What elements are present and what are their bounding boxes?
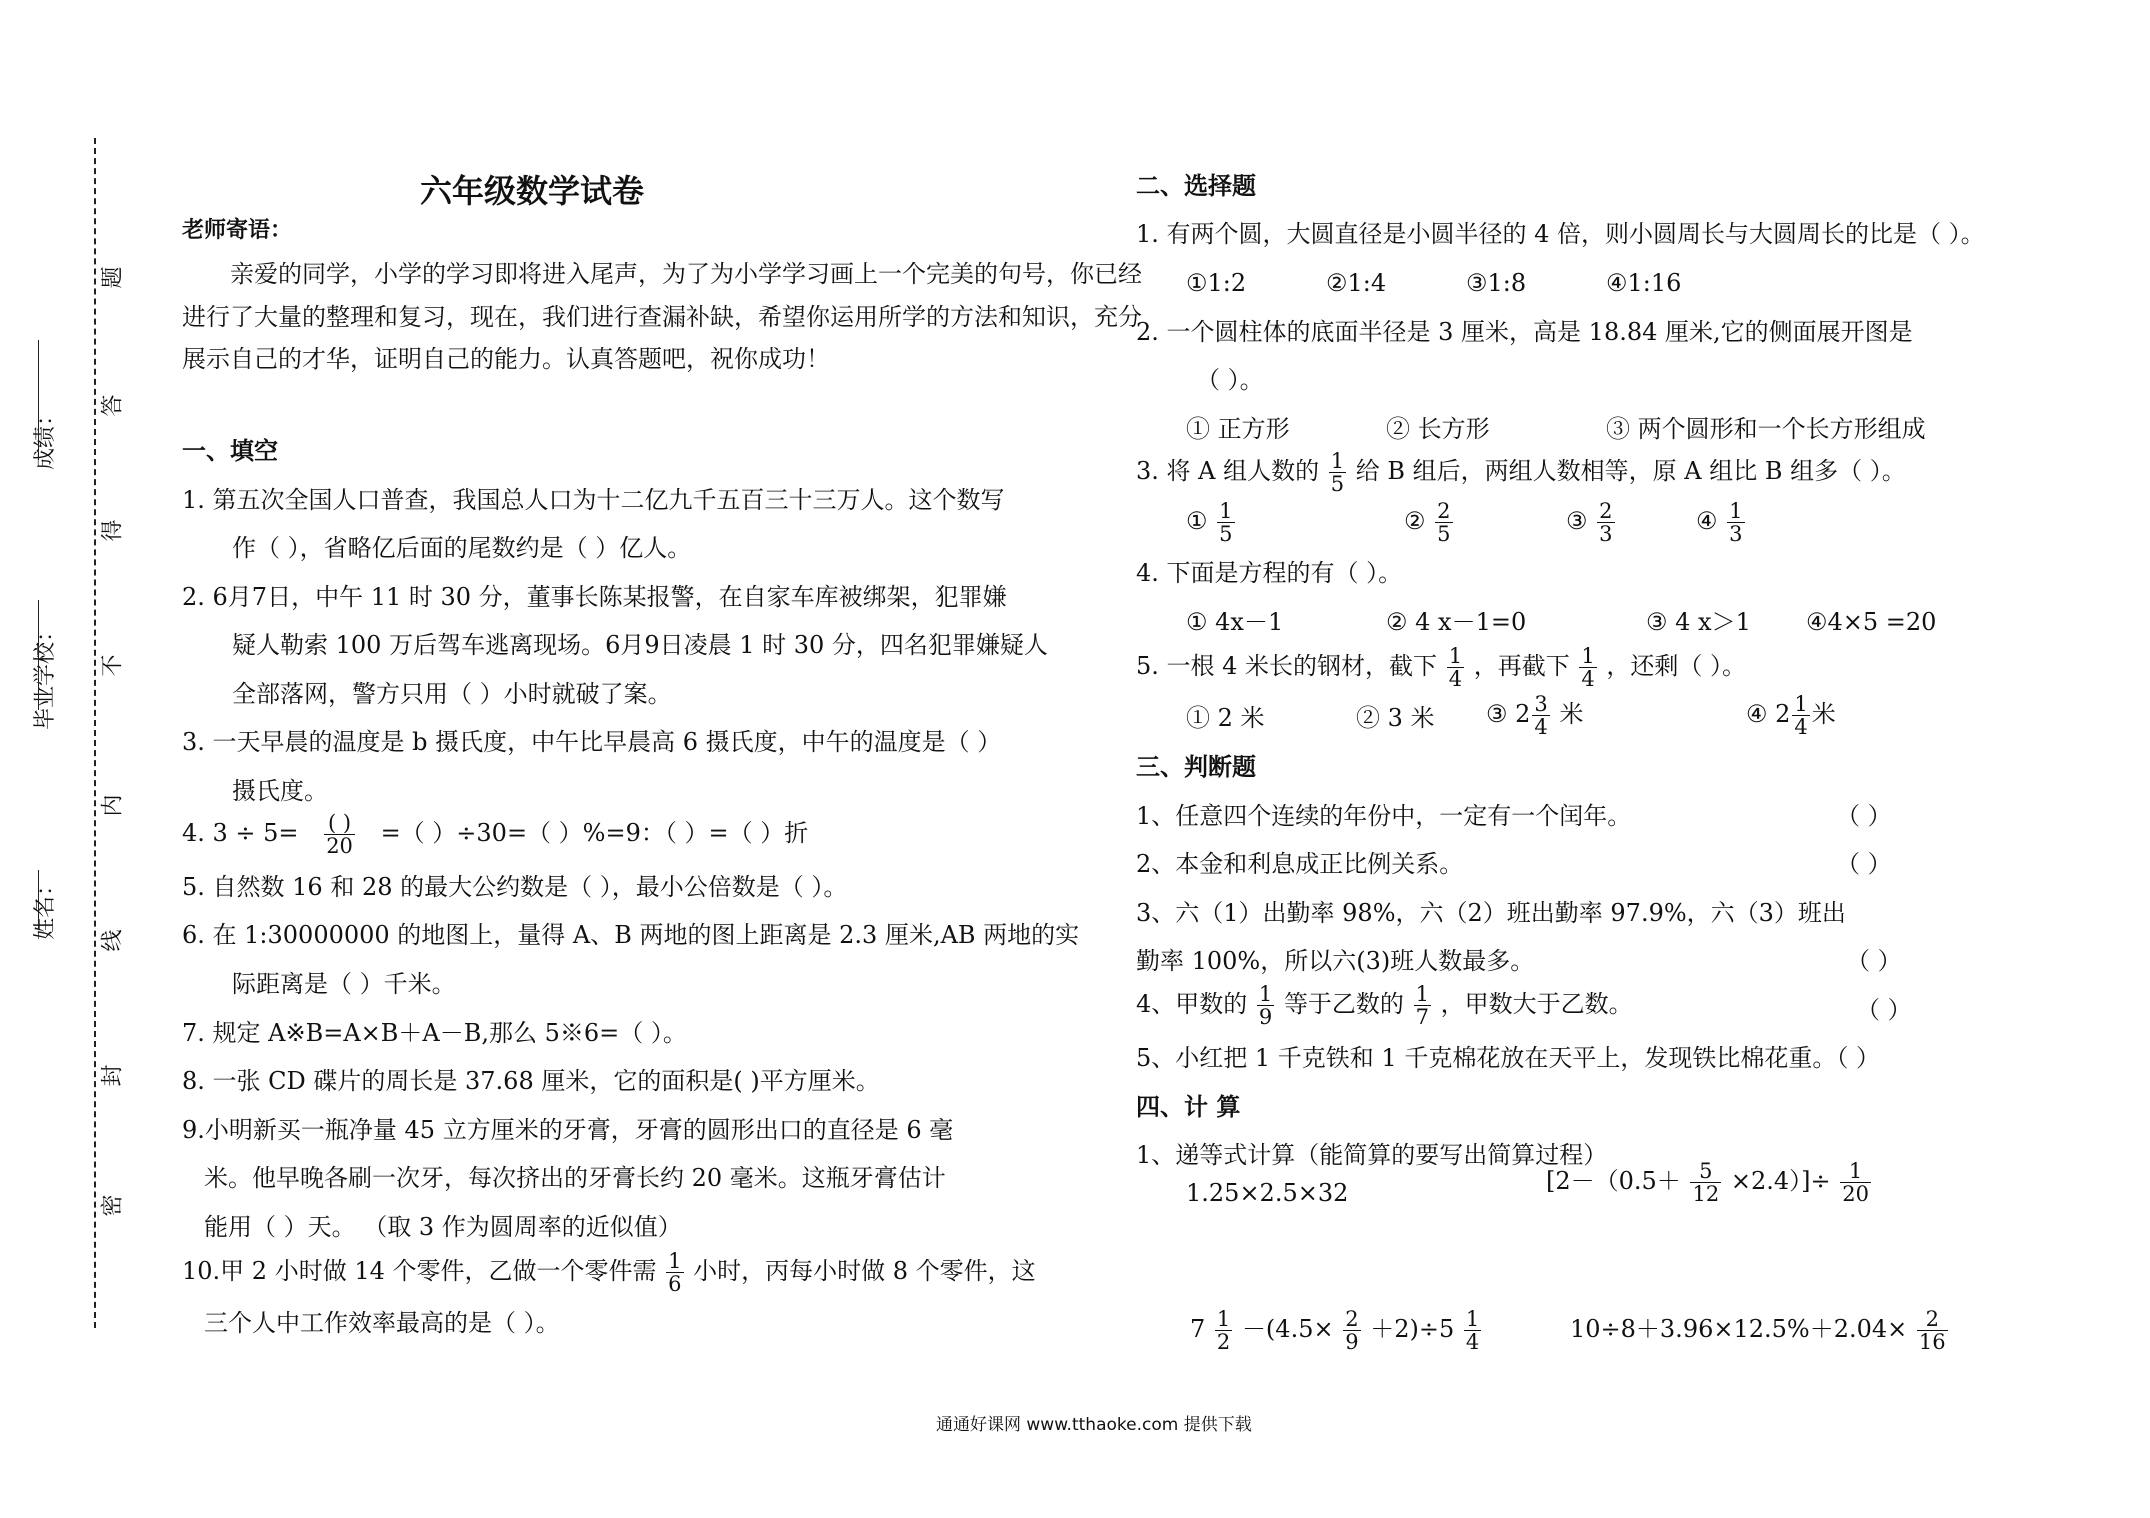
section-heading: 二、选择题 (1136, 172, 1256, 200)
option: ①1:2 (1186, 269, 1247, 297)
teacher-line: 亲爱的同学，小学的学习即将进入尾声，为了为小学学习画上一个完美的句号，你已经 (230, 260, 1142, 288)
fraction-denominator: 20 (326, 834, 353, 858)
fraction (1579, 645, 1596, 690)
answer-bracket: （ ） (1846, 947, 1902, 975)
option (1696, 500, 1747, 545)
question-text: 际距离是（ ）千米。 (232, 970, 456, 998)
fraction-denominator: 5 (1437, 522, 1451, 546)
fraction (1257, 983, 1274, 1028)
binding-dashed-line (94, 138, 96, 1328)
question-text: ，再截下 (1473, 652, 1570, 680)
question-text: 2. 6月7日，中午 11 时 30 分，董事长陈某报警，在自家车库被绑架，犯罪嫌 (182, 583, 1007, 611)
fraction-numerator: 3 (1534, 692, 1548, 716)
option: ④4×5 =20 (1806, 608, 1937, 636)
option (1486, 693, 1583, 738)
sub-heading: 1、递等式计算（能简算的要写出简算过程） (1136, 1141, 1608, 1169)
question-text: 小时，丙每小时做 8 个零件，这 (693, 1257, 1036, 1285)
answer-bracket: （ ） (1836, 802, 1892, 830)
fraction (1215, 1308, 1232, 1353)
option-label: ① (1186, 507, 1208, 535)
fraction-numerator: 2 (1917, 1308, 1948, 1331)
fraction (1792, 693, 1809, 738)
option: ③ 两个圆形和一个长方形组成 (1606, 415, 1926, 443)
option-label: ③ (1566, 507, 1588, 535)
binding-notice-char: 内 (100, 794, 126, 817)
fraction-denominator: 20 (1842, 1182, 1869, 1206)
fraction (1840, 1160, 1871, 1205)
option: ① 正方形 (1186, 415, 1290, 443)
question-text: ，还剩（ ）。 (1606, 652, 1747, 680)
expression-text: [2－（0.5＋ (1546, 1167, 1681, 1195)
fraction (1727, 500, 1744, 545)
fraction-denominator: 3 (1729, 522, 1743, 546)
binding-notice-char: 线 (100, 929, 126, 952)
question-text: 6. 在 1:30000000 的地图上，量得 A、B 两地的图上距离是 2.3 厘米,AB 两地的实 (182, 921, 1080, 949)
question-text: 米。他早晚各刷一次牙，每次挤出的牙膏长约 20 毫米。这瓶牙膏估计 (204, 1164, 946, 1192)
fraction-numerator: 1 (1448, 644, 1463, 668)
option: ③ 4 x＞1 (1646, 608, 1751, 636)
question-text: 三个人中工作效率最高的是（ ）。 (204, 1309, 560, 1337)
option: ②1:4 (1326, 269, 1387, 297)
question-text: 1. 第五次全国人口普查，我国总人口为十二亿九千五百三十三万人。这个数写 (182, 486, 1005, 514)
expression-text: ×2.4）]÷ (1730, 1167, 1831, 1195)
question-text: 给 B 组后，两组人数相等，原 A 组比 B 组多（ ）。 (1355, 457, 1906, 485)
fraction-numerator: 1 (1330, 449, 1345, 473)
fraction-numerator: 2 (1437, 499, 1451, 523)
fraction (1217, 500, 1234, 545)
option-label: ③ 2 (1486, 700, 1531, 728)
fraction-denominator: 9 (1345, 1330, 1359, 1354)
name-field-label: 姓名： (33, 873, 58, 940)
teacher-label: 老师寄语： (182, 218, 293, 243)
fraction-numerator: 1 (668, 1249, 682, 1273)
fraction-numerator: 1 (1258, 982, 1273, 1006)
binding-notice-char: 题 (100, 266, 126, 289)
judge-item-text: 1、任意四个连续的年份中，一定有一个闰年。 (1136, 802, 1632, 830)
answer-bracket: （ ） (1836, 850, 1892, 878)
binding-notice-char: 封 (100, 1064, 126, 1087)
option (1404, 500, 1455, 545)
option (1186, 500, 1237, 545)
option-unit: 米 (1559, 700, 1584, 728)
question-text: 4. 下面是方程的有（ ）。 (1136, 559, 1403, 587)
question-5 (1136, 645, 1746, 690)
fraction-denominator: 16 (1918, 1330, 1946, 1354)
answer-bracket: （ ） (1856, 996, 1912, 1024)
fraction-denominator: 12 (1692, 1182, 1720, 1206)
question-4 (182, 812, 808, 857)
question-text: 摄氏度。 (232, 777, 328, 805)
fraction (1532, 693, 1549, 738)
judge-item-text: 3、六（1）出勤率 98%，六（2）班出勤率 97.9%，六（3）班出 (1136, 899, 1846, 927)
question-3 (1136, 450, 1906, 495)
question-10 (182, 1250, 1036, 1295)
question-text: 5. 自然数 16 和 28 的最大公约数是（ ），最小公倍数是（ ）。 (182, 873, 848, 901)
question-text: 能用（ ）天。 （取 3 作为圆周率的近似值） (204, 1213, 682, 1241)
fraction (666, 1250, 683, 1295)
binding-notice-char: 不 (100, 654, 126, 677)
fraction-denominator: 4 (1534, 715, 1548, 739)
fraction (1464, 1308, 1481, 1353)
fraction-numerator: 1 (1581, 644, 1595, 668)
question-text: 7. 规定 A※B=A×B＋A－B,那么 5※6=（ ）。 (182, 1019, 687, 1047)
section-heading: 三、判断题 (1136, 753, 1256, 781)
option: ① 2 米 (1186, 704, 1265, 732)
question-text: 3. 将 A 组人数的 (1136, 457, 1320, 485)
fraction-numerator: 1 (1216, 1307, 1231, 1331)
fraction (1343, 1308, 1360, 1353)
expression-text: －(4.5× (1241, 1315, 1334, 1343)
judge-item-text: 4、甲数的 (1136, 990, 1248, 1018)
fraction (1597, 500, 1614, 545)
fraction (1329, 450, 1346, 495)
footer-credit: 通通好课网 www.tthaoke.com 提供下载 (936, 1415, 1252, 1435)
school-field-line (38, 600, 39, 710)
binding-notice-char: 答 (100, 394, 126, 417)
option: ② 4 x－1=0 (1386, 608, 1527, 636)
option: ③1:8 (1466, 269, 1527, 297)
judge-item-text: 2、本金和利息成正比例关系。 (1136, 850, 1464, 878)
fraction-numerator: 1 (1794, 692, 1808, 716)
question-text: 5. 一根 4 米长的钢材，截下 (1136, 652, 1438, 680)
question-text: 4. 3 ÷ 5= (182, 819, 299, 847)
option (1566, 500, 1617, 545)
fraction-denominator: 9 (1258, 1005, 1273, 1029)
section-heading: 四、计 算 (1136, 1093, 1241, 1121)
page-title: 六年级数学试卷 (420, 172, 645, 210)
binding-notice-char: 密 (100, 1194, 126, 1217)
question-text: 10.甲 2 小时做 14 个零件，乙做一个零件需 (182, 1257, 657, 1285)
fraction-denominator: 4 (1581, 667, 1595, 691)
fraction-numerator: 1 (1465, 1307, 1480, 1331)
section-heading: 一、填空 (182, 437, 278, 465)
fraction (1414, 983, 1431, 1028)
fraction-numerator: 1 (1219, 499, 1233, 523)
fraction-denominator: 4 (1448, 667, 1463, 691)
option (1746, 693, 1836, 738)
expression (1570, 1308, 1950, 1353)
judge-item-text: 等于乙数的 (1283, 990, 1404, 1018)
fraction (324, 812, 355, 857)
expression: 1.25×2.5×32 (1186, 1179, 1349, 1207)
expression-text: ＋2)÷5 (1370, 1315, 1455, 1343)
fraction-denominator: 3 (1599, 522, 1613, 546)
judge-item-text: ，甲数大于乙数。 (1440, 990, 1633, 1018)
fraction-numerator: ( ) (324, 812, 355, 835)
fraction (1447, 645, 1464, 690)
fraction-numerator: 1 (1729, 499, 1743, 523)
fraction-numerator: 5 (1690, 1160, 1721, 1183)
score-field-line (38, 340, 39, 460)
fraction (1690, 1160, 1721, 1205)
question-text: 疑人勒索 100 万后驾车逃离现场。6月9日凌晨 1 时 30 分，四名犯罪嫌疑人 (232, 631, 1048, 659)
expression (1546, 1160, 1873, 1205)
fraction-denominator: 5 (1219, 522, 1233, 546)
option-unit: 米 (1811, 700, 1836, 728)
judge-item-4 (1136, 983, 1633, 1028)
judge-item-text: 勤率 100%，所以六(3)班人数最多。 (1136, 947, 1535, 975)
binding-notice-char: 得 (100, 519, 126, 542)
question-text: 全部落网，警方只用（ ）小时就破了案。 (232, 680, 672, 708)
fraction-denominator: 6 (668, 1272, 682, 1296)
question-text: 8. 一张 CD 碟片的周长是 37.68 厘米，它的面积是( )平方厘米。 (182, 1067, 880, 1095)
teacher-line: 展示自己的才华，证明自己的能力。认真答题吧，祝你成功！ (182, 345, 830, 373)
question-text: 2. 一个圆柱体的底面半径是 3 厘米，高是 18.84 厘米,它的侧面展开图是 (1136, 318, 1913, 346)
question-text: 3. 一天早晨的温度是 b 摄氏度，中午比早晨高 6 摄氏度，中午的温度是（ ） (182, 728, 1002, 756)
option-label: ② (1404, 507, 1426, 535)
fraction-numerator: 2 (1599, 499, 1613, 523)
option-label: ④ 2 (1746, 700, 1791, 728)
fraction-numerator: 1 (1840, 1160, 1871, 1183)
fraction-numerator: 1 (1415, 982, 1429, 1006)
school-field-label: 毕业学校： (33, 619, 58, 730)
option: ② 3 米 (1356, 704, 1435, 732)
fraction-denominator: 4 (1794, 715, 1808, 739)
fraction (1435, 500, 1452, 545)
option: ① 4x－1 (1186, 608, 1284, 636)
fraction-numerator: 2 (1345, 1307, 1359, 1331)
question-text: =（ ）÷30=（ ）%=9：（ ）=（ ）折 (380, 819, 809, 847)
expression (1190, 1308, 1483, 1353)
teacher-line: 进行了大量的整理和复习，现在，我们进行查漏补缺，希望你运用所学的方法和知识，充分 (182, 303, 1142, 331)
question-text: （ ）。 (1196, 366, 1264, 394)
option: ② 长方形 (1386, 415, 1490, 443)
judge-item-text: 5、小红把 1 千克铁和 1 千克棉花放在天平上，发现铁比棉花重。（ ） (1136, 1044, 1880, 1072)
question-text: 9.小明新买一瓶净量 45 立方厘米的牙膏，牙膏的圆形出口的直径是 6 毫 (182, 1116, 954, 1144)
option-label: ④ (1696, 507, 1718, 535)
question-text: 作（ ），省略亿后面的尾数约是（ ）亿人。 (232, 534, 692, 562)
expression-text: 10÷8＋3.96×12.5%＋2.04× (1570, 1315, 1908, 1343)
fraction (1917, 1308, 1948, 1353)
name-field-line (38, 870, 39, 930)
fraction-denominator: 7 (1415, 1005, 1429, 1029)
score-field-label: 成绩： (33, 403, 58, 470)
question-text: 1. 有两个圆，大圆直径是小圆半径的 4 倍，则小圆周长与大圆周长的比是（ ）。 (1136, 220, 1985, 248)
expression-text: 7 (1190, 1315, 1206, 1343)
fraction-denominator: 5 (1330, 472, 1345, 496)
fraction-denominator: 4 (1465, 1330, 1480, 1354)
fraction-denominator: 2 (1216, 1330, 1231, 1354)
option: ④1:16 (1606, 269, 1682, 297)
